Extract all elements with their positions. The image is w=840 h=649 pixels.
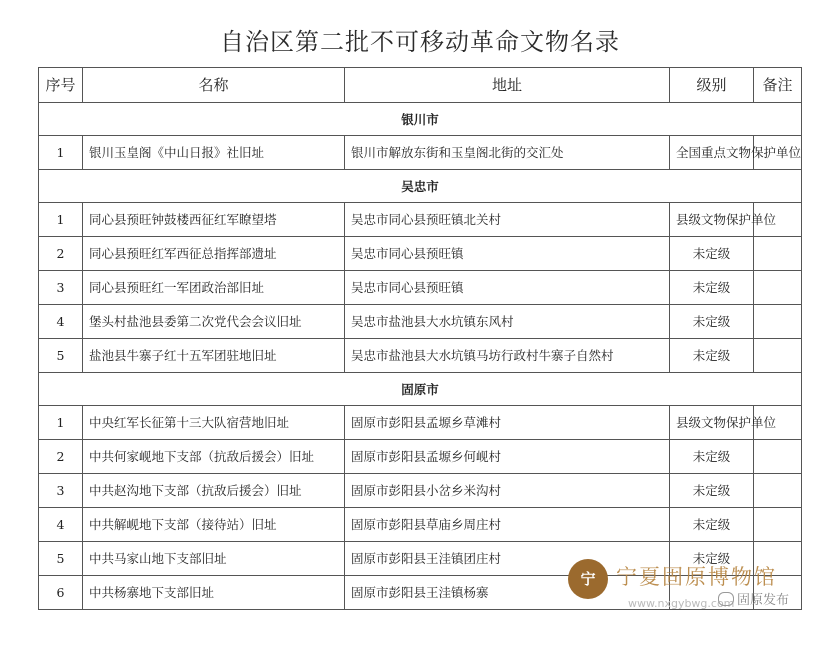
cell-name: 中共马家山地下支部旧址: [83, 542, 345, 576]
table-row: [39, 440, 802, 474]
cell-name: 中共赵沟地下支部（抗敌后援会）旧址: [83, 474, 345, 508]
header-row: [39, 68, 802, 103]
table-row: [39, 508, 802, 542]
cell-remark: [754, 271, 802, 305]
cell-index: 5: [39, 339, 83, 373]
section-city: 吴忠市: [39, 170, 802, 203]
cell-address: 固原市彭阳县孟塬乡草滩村: [345, 406, 670, 440]
cell-address: 吴忠市同心县预旺镇: [345, 271, 670, 305]
cell-index: 3: [39, 271, 83, 305]
cell-address: 固原市彭阳县孟塬乡何岘村: [345, 440, 670, 474]
watermark-url: www.nxgybwg.com: [628, 597, 735, 610]
cell-name: 中共何家岘地下支部（抗敌后援会）旧址: [83, 440, 345, 474]
cell-remark: [754, 474, 802, 508]
cell-name: 中央红军长征第十三大队宿营地旧址: [83, 406, 345, 440]
relics-table: [38, 67, 802, 610]
watermark: [568, 555, 828, 627]
cell-remark: [754, 339, 802, 373]
cell-index: 2: [39, 237, 83, 271]
cell-name: 堡头村盐池县委第二次党代会会议旧址: [83, 305, 345, 339]
cell-level: 未定级: [670, 508, 754, 542]
cell-level: 县级文物保护单位: [670, 203, 754, 237]
cell-address: 固原市彭阳县草庙乡周庄村: [345, 508, 670, 542]
cell-name: 同心县预旺钟鼓楼西征红军瞭望塔: [83, 203, 345, 237]
cell-remark: [754, 305, 802, 339]
cell-index: 1: [39, 406, 83, 440]
header-remark: 备注: [754, 68, 802, 103]
page-title: 自治区第二批不可移动革命文物名录: [220, 28, 620, 56]
cell-remark: [754, 508, 802, 542]
cell-remark: [754, 440, 802, 474]
table-row: [39, 339, 802, 373]
cell-address: 固原市彭阳县王洼镇杨寨: [345, 576, 670, 610]
watermark-publisher: [718, 589, 789, 608]
cell-index: 4: [39, 305, 83, 339]
cell-index: 4: [39, 508, 83, 542]
cell-address: 固原市彭阳县小岔乡米沟村: [345, 474, 670, 508]
cell-name: 同心县预旺红军西征总指挥部遗址: [83, 237, 345, 271]
cell-remark: [754, 237, 802, 271]
header-level: 级别: [670, 68, 754, 103]
header-name: 名称: [83, 68, 345, 103]
table-row: [39, 406, 802, 440]
table-row: [39, 305, 802, 339]
cell-address: 吴忠市盐池县大水坑镇马坊行政村牛寨子自然村: [345, 339, 670, 373]
table-row: [39, 237, 802, 271]
cell-address: 银川市解放东街和玉皇阁北街的交汇处: [345, 136, 670, 170]
cell-address: 吴忠市同心县预旺镇北关村: [345, 203, 670, 237]
cell-address: 固原市彭阳县王洼镇团庄村: [345, 542, 670, 576]
cell-index: 2: [39, 440, 83, 474]
cell-name: 中共杨寨地下支部旧址: [83, 576, 345, 610]
cell-level: 未定级: [670, 237, 754, 271]
section-row: [39, 103, 802, 136]
museum-logo-icon: 宁: [568, 559, 608, 599]
cell-level: 未定级: [670, 542, 754, 576]
header-address: 地址: [345, 68, 670, 103]
wechat-icon: [718, 592, 734, 606]
header-index: 序号: [39, 68, 83, 103]
table-row: [39, 203, 802, 237]
cell-address: 吴忠市盐池县大水坑镇东风村: [345, 305, 670, 339]
cell-index: 1: [39, 203, 83, 237]
cell-index: 1: [39, 136, 83, 170]
cell-name: 盐池县牛寨子红十五军团驻地旧址: [83, 339, 345, 373]
cell-name: 中共解岘地下支部（接待站）旧址: [83, 508, 345, 542]
table-row: [39, 271, 802, 305]
table-row: [39, 474, 802, 508]
cell-index: 5: [39, 542, 83, 576]
cell-index: 6: [39, 576, 83, 610]
section-city: 固原市: [39, 373, 802, 406]
cell-index: 3: [39, 474, 83, 508]
cell-address: 吴忠市同心县预旺镇: [345, 237, 670, 271]
section-city: 银川市: [39, 103, 802, 136]
cell-level: 未定级: [670, 271, 754, 305]
table-row: [39, 136, 802, 170]
section-row: [39, 170, 802, 203]
cell-name: 同心县预旺红一军团政治部旧址: [83, 271, 345, 305]
watermark-name: 宁夏固原博物馆: [616, 565, 777, 589]
cell-level: 未定级: [670, 474, 754, 508]
cell-level: 全国重点文物保护单位: [670, 136, 754, 170]
cell-level: 未定级: [670, 440, 754, 474]
publisher-label: 固原发布: [737, 593, 790, 608]
cell-level: 县级文物保护单位: [670, 406, 754, 440]
cell-name: 银川玉皇阁《中山日报》社旧址: [83, 136, 345, 170]
cell-level: 未定级: [670, 339, 754, 373]
section-row: [39, 373, 802, 406]
cell-level: 未定级: [670, 305, 754, 339]
